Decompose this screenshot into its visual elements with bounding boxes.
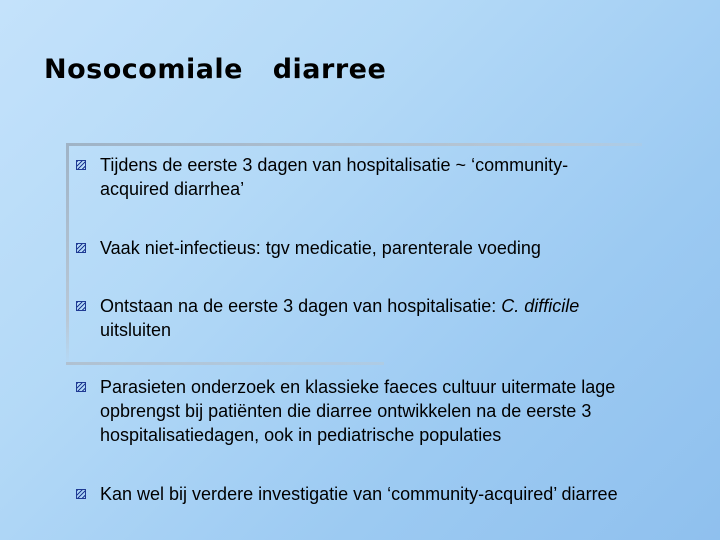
bullet-3-text-before: Ontstaan na de eerste 3 dagen van hospitalisatie: (100, 296, 502, 316)
bullet-4-line-2: opbrengst bij patiënten die diarree ontwikkelen na de eerste 3 (100, 401, 592, 421)
bullet-text-4 (100, 375, 696, 447)
decorative-rule-top (66, 143, 642, 146)
bullet-item-4 (76, 375, 696, 447)
bullet-1-line-1: Tijdens de eerste 3 dagen van hospitalisatie ~ ‘community- (100, 155, 569, 175)
bullet-text-3 (100, 294, 696, 342)
bullet-4-line-1: Parasieten onderzoek en klassieke faeces cultuur uitermate lage (100, 377, 616, 397)
slide-title: Nosocomiale diarree (44, 54, 387, 85)
bullet-item-5 (76, 482, 696, 506)
bullet-3-text-after: uitsluiten (100, 320, 172, 340)
bullet-item-3 (76, 294, 696, 342)
square-bullet-icon (76, 160, 86, 170)
decorative-rule-left (66, 143, 69, 365)
bullet-item-1 (76, 153, 696, 201)
bullet-text-2: Vaak niet-infectieus: tgv medicatie, parenterale voeding (100, 238, 541, 258)
decorative-rule-middle (66, 362, 384, 365)
square-bullet-icon (76, 301, 86, 311)
square-bullet-icon (76, 382, 86, 392)
bullet-text-5: Kan wel bij verdere investigatie van ‘community-acquired’ diarree (100, 484, 618, 504)
bullet-1-line-2: acquired diarrhea’ (100, 179, 245, 199)
square-bullet-icon (76, 243, 86, 253)
square-bullet-icon (76, 489, 86, 499)
bullet-3-italic-term: C. difficile (501, 296, 580, 316)
bullet-text-1 (100, 153, 696, 201)
bullet-4-line-3: hospitalisatiedagen, ook in pediatrische populaties (100, 425, 502, 445)
bullet-item-2 (76, 236, 696, 260)
